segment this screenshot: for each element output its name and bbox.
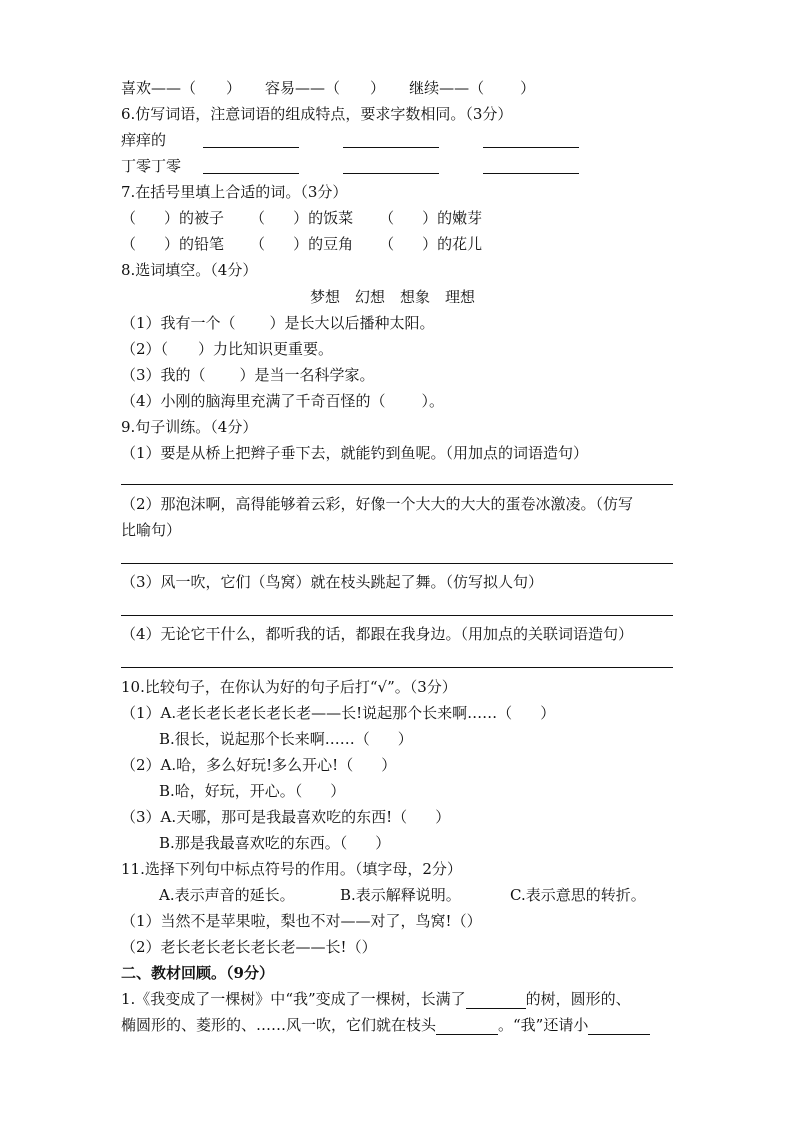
question-11-title: 11.选择下列句中标点符号的作用。（填字母，2分） <box>121 860 462 878</box>
q6-row2-label: 丁零丁零 <box>121 157 182 175</box>
question-7-title: 7.在括号里填上合适的词。（3分） <box>121 183 348 201</box>
section-2-heading: 二、教材回顾。（9分） <box>121 964 274 982</box>
q10-2-a: （2）A.哈，多么好玩!多么开心!（ ） <box>121 756 397 774</box>
q9-sentence-2: （2）那泡沫啊，高得能够着云彩，好像一个大大的大大的蛋卷冰激凌。（仿写 <box>121 495 634 513</box>
q9-sentence-4: （4）无论它干什么，都听我的话，都跟在我身边。（用加点的关联词语造句） <box>121 625 634 643</box>
q10-1-a: （1）A.老长老长老长老长老——长!说起那个长来啊……（ ） <box>121 704 556 722</box>
sec2-line-2: 椭圆形的、菱形的、……风一吹，它们就在枝头 。“我”还请小 <box>121 1015 650 1035</box>
q6-blank[interactable] <box>203 147 299 148</box>
q11-option-a: A.表示声音的延长。 <box>159 886 295 904</box>
q9-answer-line-2[interactable] <box>121 563 673 564</box>
q9-sentence-3: （3）风一吹，它们（鸟窝）就在枝头跳起了舞。（仿写拟人句） <box>121 573 544 591</box>
q7-row2: （ ）的铅笔 （ ）的豆角 （ ）的花儿 <box>121 235 483 253</box>
q6-blank[interactable] <box>483 173 579 174</box>
q9-answer-line-4[interactable] <box>121 667 673 668</box>
q6-blank[interactable] <box>203 173 299 174</box>
q8-word-bank: 梦想 幻想 想象 理想 <box>310 288 476 306</box>
q10-1-b: B.很长，说起那个长来啊……（ ） <box>159 730 413 748</box>
q6-blank[interactable] <box>343 147 439 148</box>
fill-in-line-top: 喜欢——（ ） 容易——（ ） 继续——（ ） <box>121 79 536 97</box>
q8-sentence-4: （4）小刚的脑海里充满了千奇百怪的（ ）。 <box>121 392 445 410</box>
q11-sentence-2: （2）老长老长老长老长老——长!（） <box>121 938 377 956</box>
question-10-title: 10.比较句子，在你认为好的句子后打“√”。（3分） <box>121 678 457 696</box>
q8-sentence-1: （1）我有一个（ ）是长大以后播种太阳。 <box>121 314 435 332</box>
q6-blank[interactable] <box>343 173 439 174</box>
q9-sentence-1: （1）要是从桥上把辫子垂下去，就能钓到鱼呢。（用加点的词语造句） <box>121 444 589 462</box>
q9-answer-line-1[interactable] <box>121 484 673 485</box>
question-6-title: 6.仿写词语，注意词语的组成特点，要求字数相同。（3分） <box>121 105 513 123</box>
q8-sentence-2: （2）（ ）力比知识更重要。 <box>121 340 334 358</box>
q8-sentence-3: （3）我的（ ）是当一名科学家。 <box>121 366 375 384</box>
q9-answer-line-3[interactable] <box>121 615 673 616</box>
q9-sentence-2-cont: 比喻句） <box>121 521 182 539</box>
sec2-line-1: 1.《我变成了一棵树》中“我”变成了一棵树，长满了 的树，圆形的、 <box>121 990 631 1008</box>
q10-3-b: B.那是我最喜欢吃的东西。（ ） <box>159 834 391 852</box>
q11-option-c: C.表示意思的转折。 <box>510 886 646 904</box>
q10-3-a: （3）A.天哪，那可是我最喜欢吃的东西!（ ） <box>121 808 451 826</box>
q11-sentence-1: （1）当然不是苹果啦，梨也不对——对了，鸟窝!（） <box>121 912 482 930</box>
q7-row1: （ ）的被子 （ ）的饭菜 （ ）的嫩芽 <box>121 209 483 227</box>
q6-row1-label: 痒痒的 <box>121 131 167 149</box>
q10-2-b: B.哈，好玩，开心。（ ） <box>159 782 346 800</box>
question-8-title: 8.选词填空。（4分） <box>121 261 258 279</box>
question-9-title: 9.句子训练。（4分） <box>121 418 258 436</box>
q11-option-b: B.表示解释说明。 <box>340 886 461 904</box>
q6-blank[interactable] <box>483 147 579 148</box>
